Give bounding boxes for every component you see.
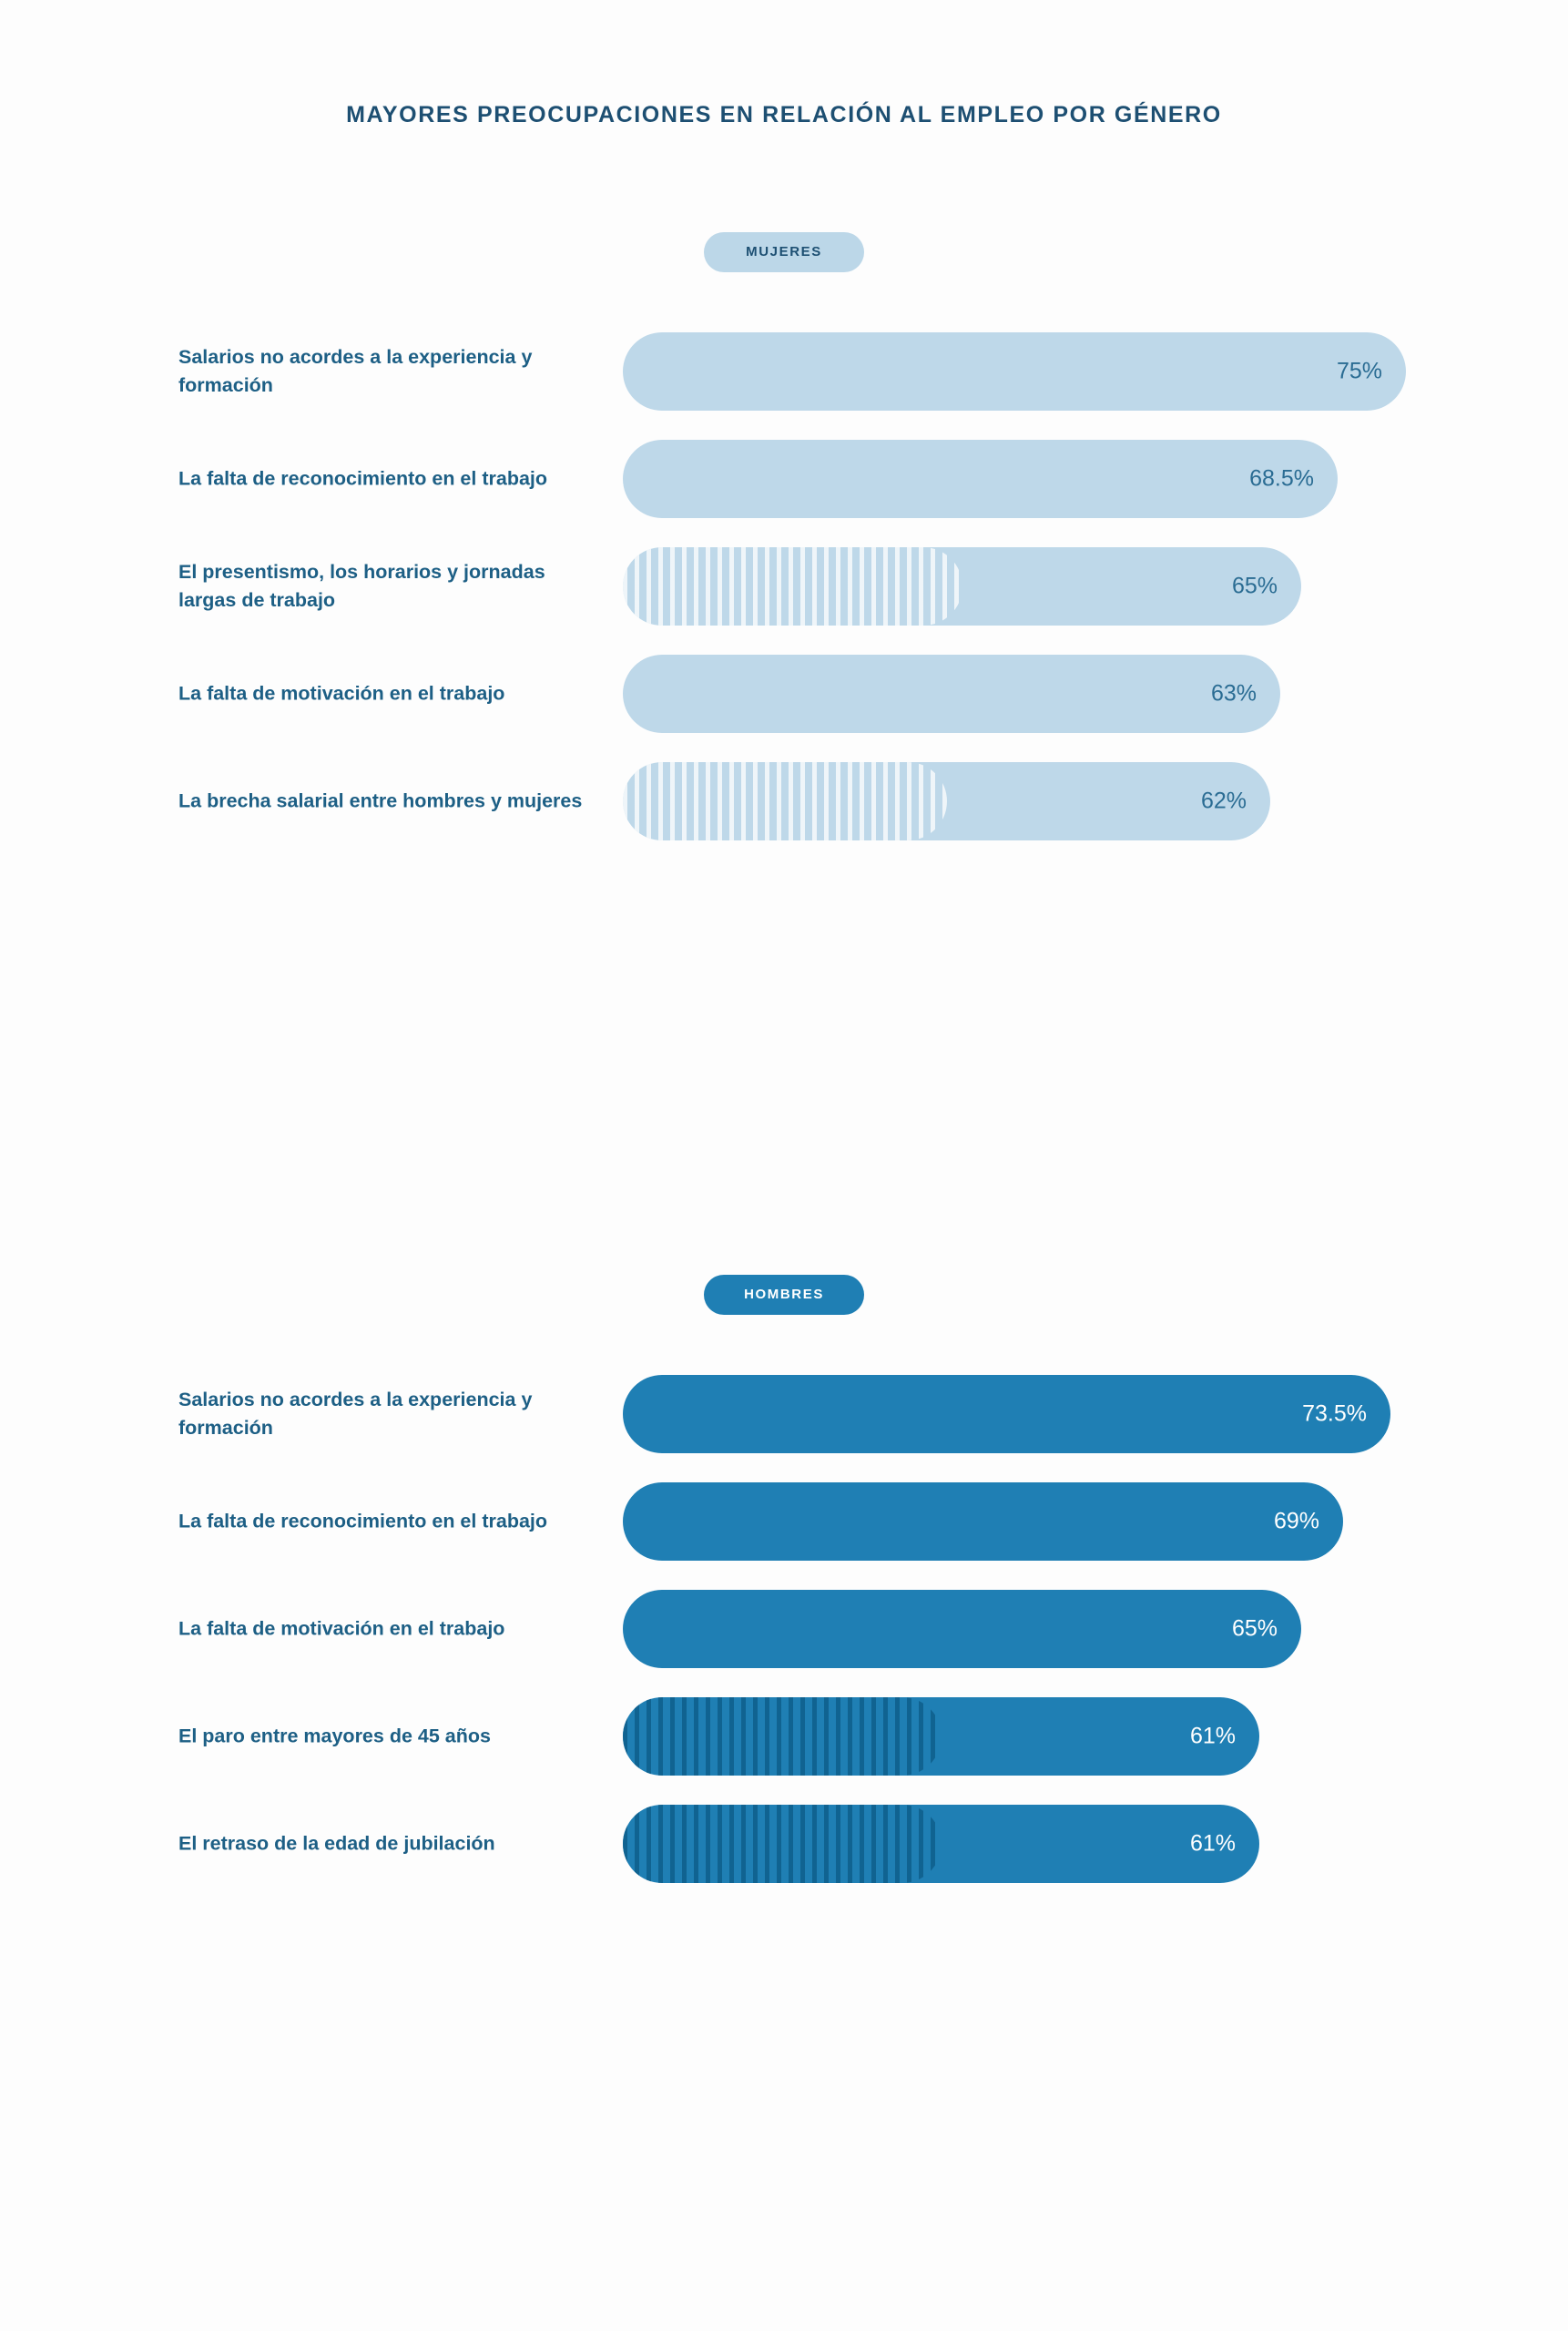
bar-stripe-overlay [623,1805,942,1883]
bar-rows-mujeres [0,318,1568,855]
bar-category-label: El presentismo, los horarios y jornadas largas de trabajo [178,561,545,611]
bar-row [0,1468,1568,1575]
bar-value-label: 61% [1189,1830,1236,1857]
group-mujeres [0,232,1568,855]
bar-row [0,748,1568,855]
bar-value-label: 62% [1200,788,1247,814]
group-badge-mujeres: MUJERES [704,232,864,272]
bar-value-label: 65% [1231,573,1278,599]
page-title: MAYORES PREOCUPACIONES EN RELACIÓN AL EMPLEO POR GÉNERO [346,102,1222,127]
bar [623,1805,1259,1883]
bar-row [0,318,1568,425]
bar-stripe-overlay [623,547,962,626]
bar-value-label: 69% [1273,1508,1319,1534]
bar-category-label: El retraso de la edad de jubilación [178,1832,495,1855]
bar [623,1482,1343,1561]
bar-value-label: 65% [1231,1615,1278,1642]
bar-row [0,1790,1568,1898]
bar-stripe-overlay [623,762,947,840]
bar [623,1697,1259,1776]
bar-category-label: La falta de reconocimiento en el trabajo [178,1510,548,1532]
bar-value-label: 73.5% [1302,1400,1367,1427]
bar-row [0,640,1568,748]
bar-row [0,425,1568,533]
bar-category-label: La falta de motivación en el trabajo [178,682,505,705]
bar [623,440,1338,518]
bar-category-label: Salarios no acordes a la experiencia y formación [178,346,533,396]
bar-value-label: 61% [1189,1723,1236,1749]
bar [623,332,1406,411]
bar [623,547,1301,626]
bar-value-label: 63% [1210,680,1257,707]
bar-row [0,533,1568,640]
bar-row [0,1360,1568,1468]
bar-category-label: La falta de motivación en el trabajo [178,1617,505,1640]
bar [623,655,1280,733]
bar-row [0,1575,1568,1683]
bar-category-label: El paro entre mayores de 45 años [178,1725,491,1747]
group-hombres [0,1275,1568,1898]
bar [623,762,1270,840]
bar-value-label: 68.5% [1249,465,1314,492]
bar-stripe-overlay [623,1697,942,1776]
bar-category-label: La falta de reconocimiento en el trabajo [178,467,548,490]
bar-category-label: La brecha salarial entre hombres y mujeres [178,789,583,812]
bar [623,1375,1390,1453]
bar [623,1590,1301,1668]
group-badge-hombres: HOMBRES [704,1275,864,1315]
bar-rows-hombres [0,1360,1568,1898]
bar-category-label: Salarios no acordes a la experiencia y formación [178,1389,533,1439]
bar-value-label: 75% [1336,358,1382,384]
bar-row [0,1683,1568,1790]
